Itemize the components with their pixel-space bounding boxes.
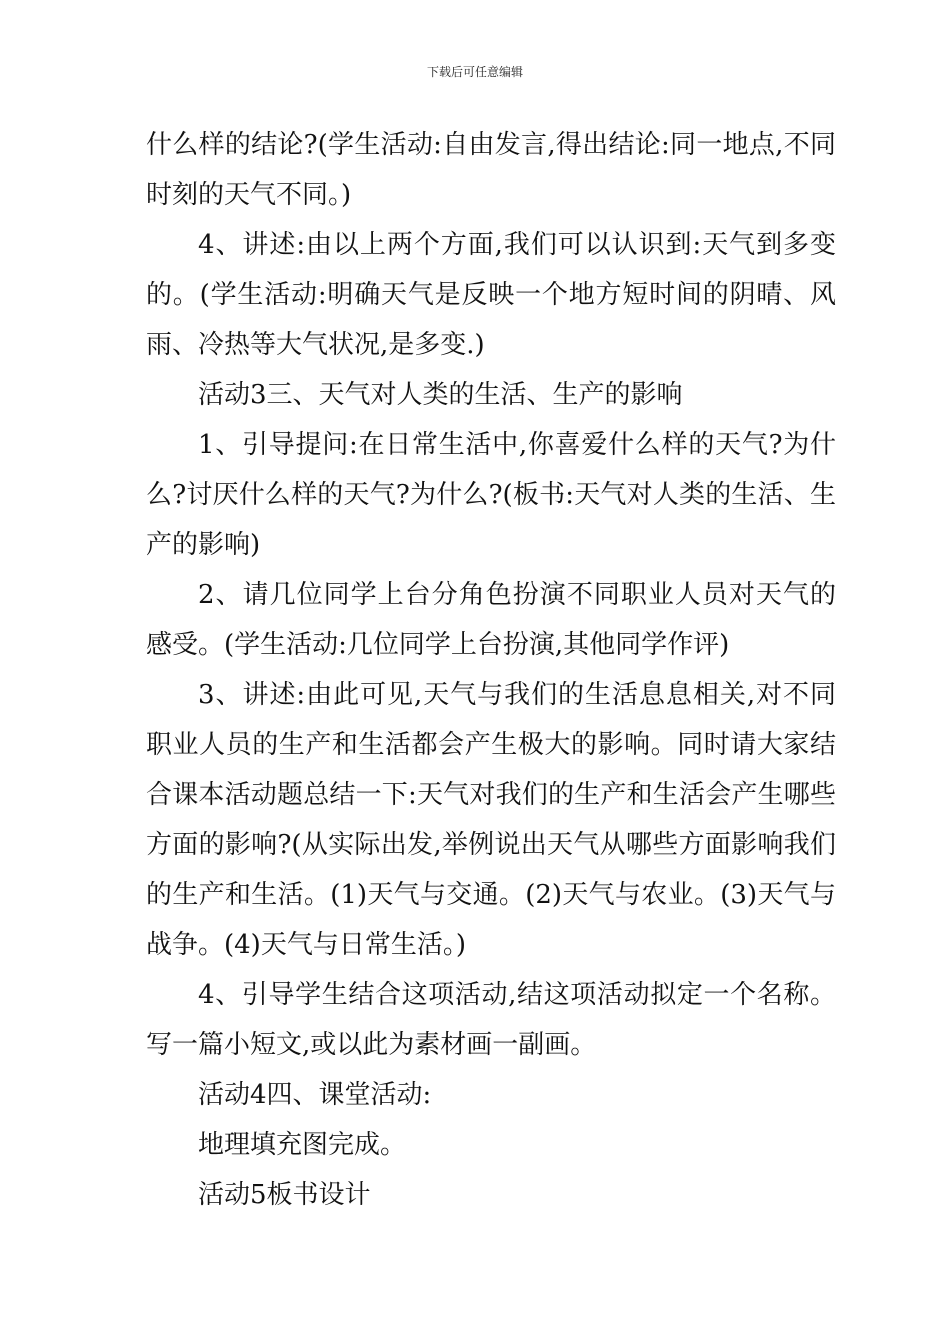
paragraph-activity-4-heading: 活动4四、课堂活动: bbox=[198, 1080, 432, 1110]
paragraph-map-fill: 地理填充图完成。 bbox=[198, 1130, 407, 1160]
paragraph-activity-3-heading: 活动3三、天气对人类的生活、生产的影响 bbox=[198, 380, 683, 410]
paragraph-step-4-guide: 4、引导学生结合这项活动,结这项活动拟定一个名称。写一篇小短文,或以此为素材画一副画。 bbox=[146, 980, 836, 1060]
paragraph-step-4-narration: 4、讲述:由以上两个方面,我们可以认识到:天气到多变的。(学生活动:明确天气是反映一个地方短时间的阴晴、风雨、冷热等大气状况,是多变.) bbox=[146, 230, 836, 360]
paragraph-continuation: 什么样的结论?(学生活动:自由发言,得出结论:同一地点,不同时刻的天气不同。) bbox=[146, 130, 836, 210]
paragraph-step-1-question: 1、引导提问:在日常生活中,你喜爱什么样的天气?为什么?讨厌什么样的天气?为什么?(板书:天气对人类的生活、生产的影响) bbox=[146, 430, 836, 560]
document-body bbox=[146, 120, 836, 1220]
paragraph-step-2-roleplay: 2、请几位同学上台分角色扮演不同职业人员对天气的感受。(学生活动:几位同学上台扮演,其他同学作评) bbox=[146, 580, 836, 660]
page-header: 下载后可任意编辑 bbox=[426, 65, 523, 79]
paragraph-step-3-narration: 3、讲述:由此可见,天气与我们的生活息息相关,对不同职业人员的生产和生活都会产生极大的影响。同时请大家结合课本活动题总结一下:天气对我们的生产和生活会产生哪些方面的影响?(从实际出发,举例说出天气从哪些方面影响我们的生产和生活。(1)天气与交通。(2)天气与农业。(3)天气与战争。(4)天气与日常生活。) bbox=[146, 680, 836, 960]
paragraph-activity-5-heading: 活动5板书设计 bbox=[198, 1180, 371, 1210]
